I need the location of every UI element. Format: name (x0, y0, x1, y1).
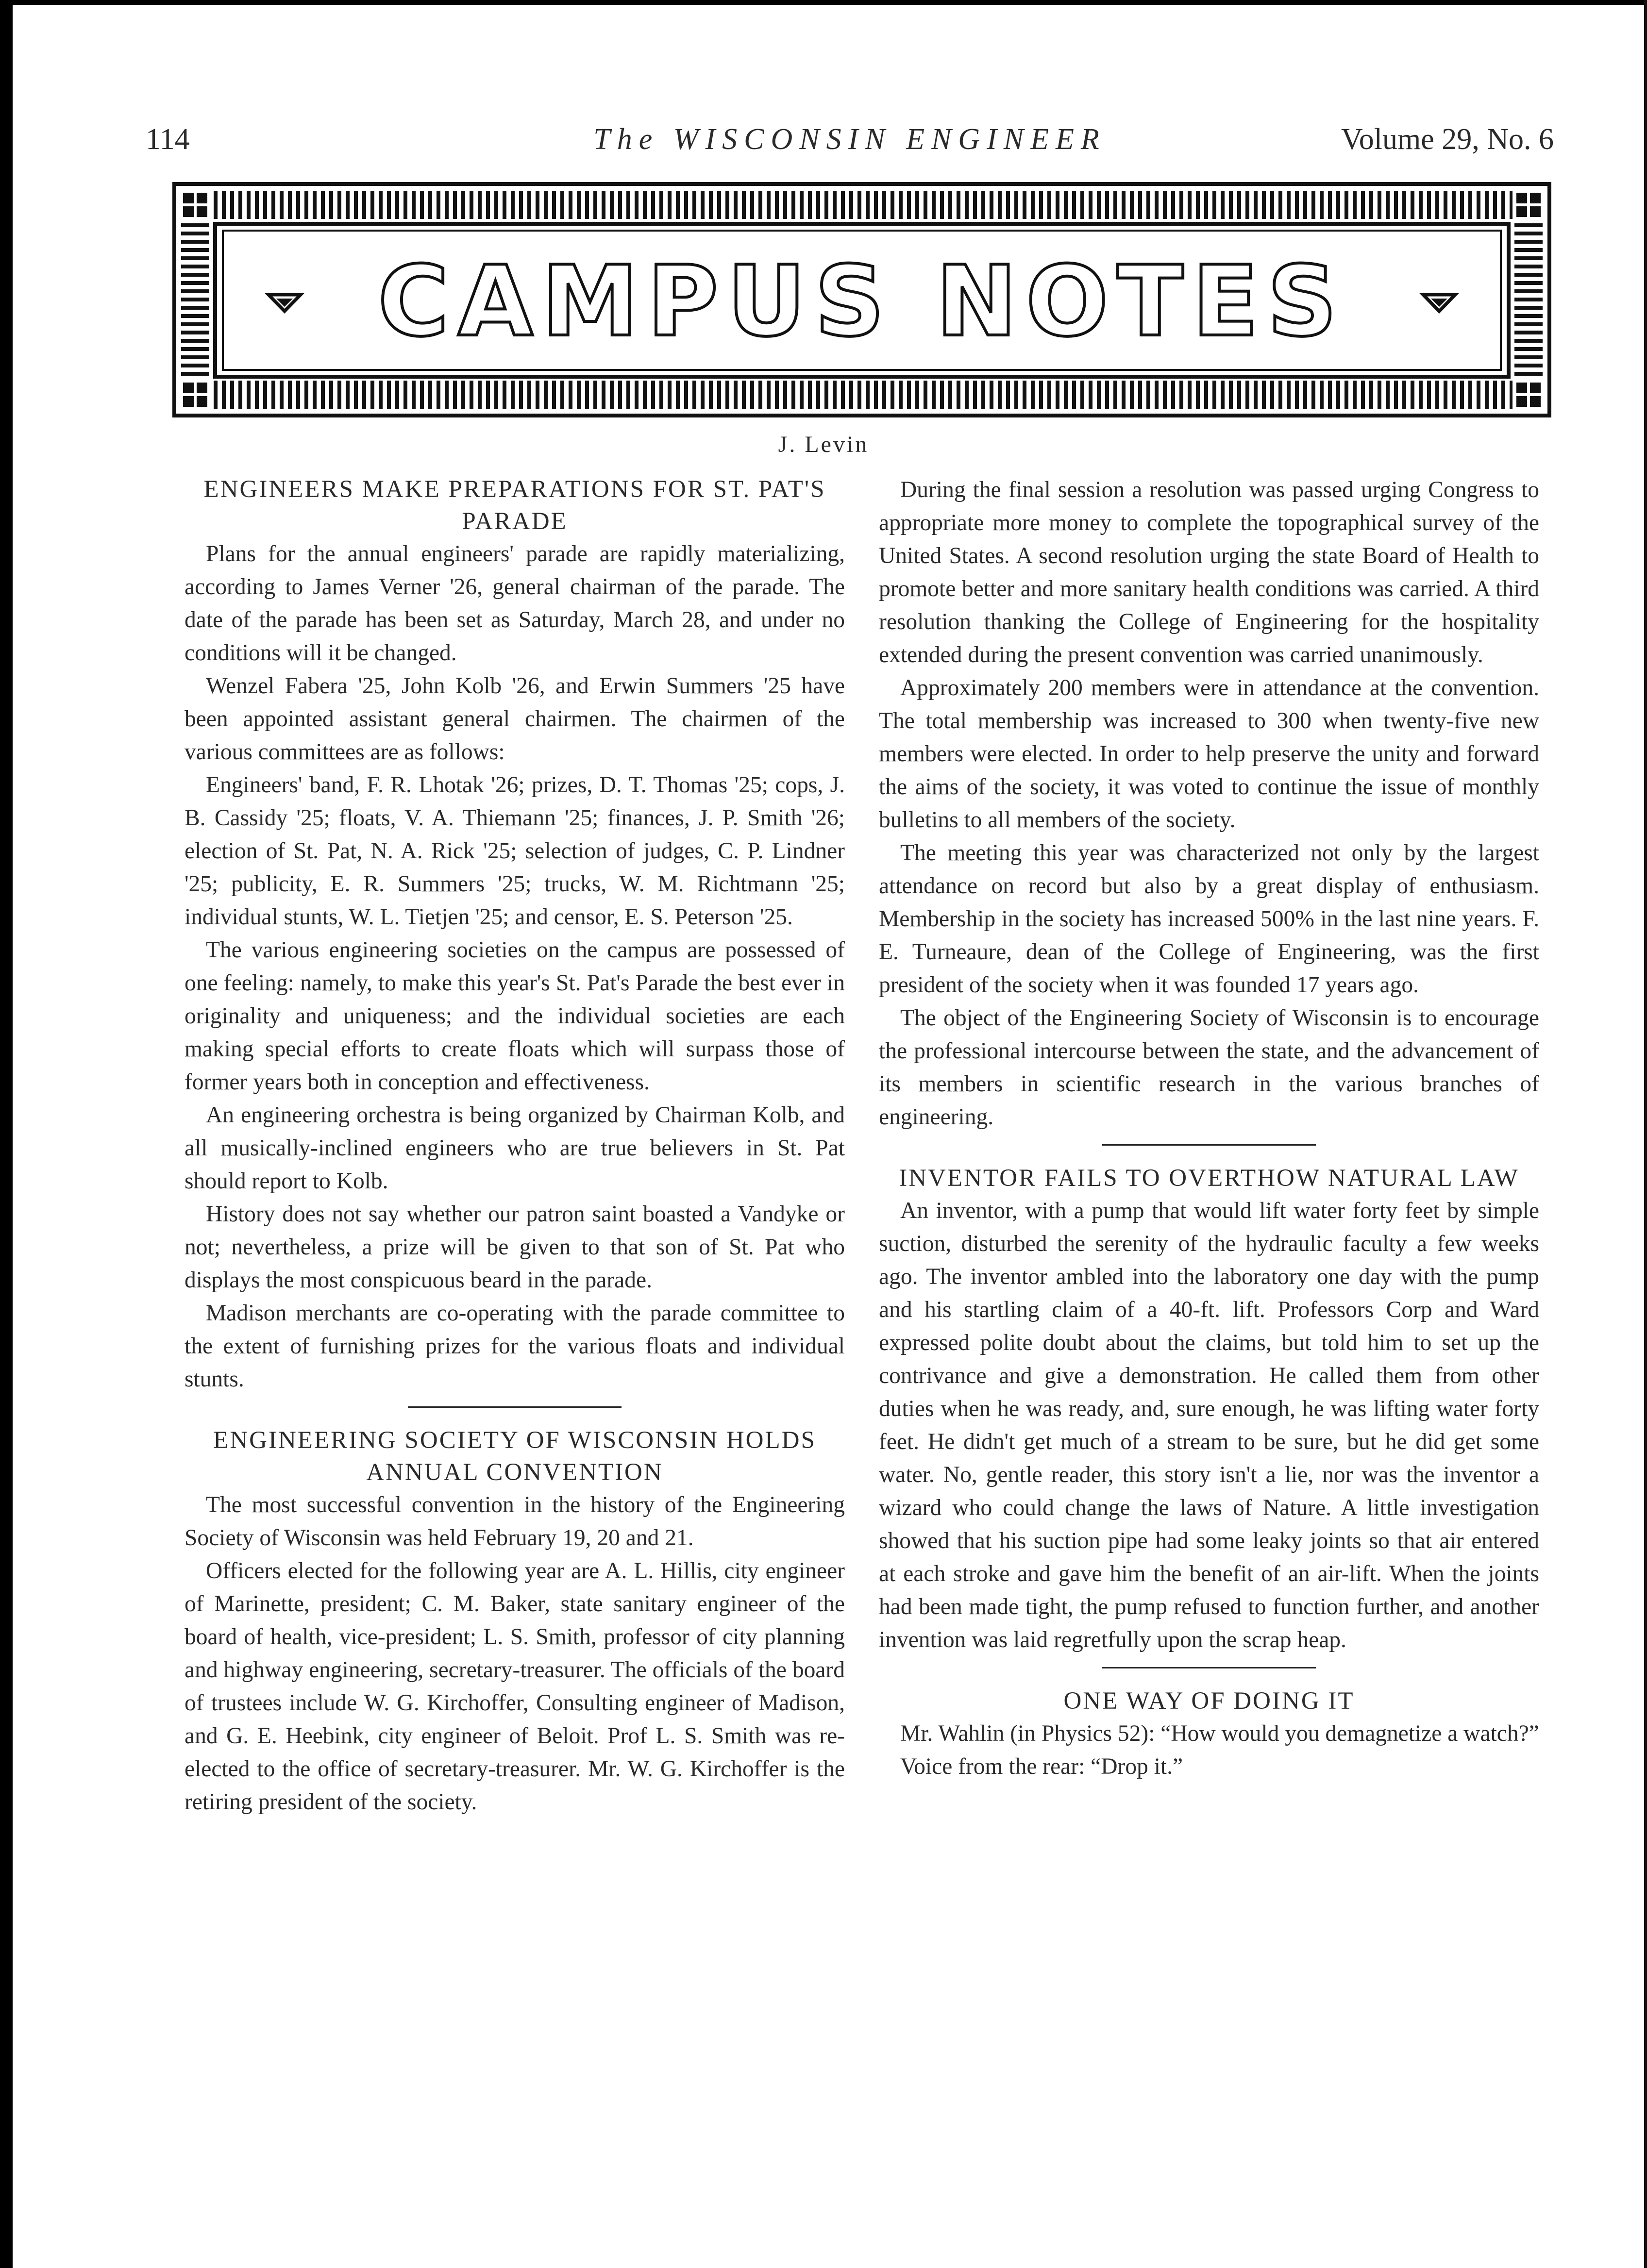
parade-paragraph: Wenzel Fabera '25, John Kolb '26, and Erwin Summers '25 have been appointed assistant general chairmen. The chairmen of the various committees are as follows: (185, 673, 845, 765)
parade-headline: ENGINEERS MAKE PREPARATIONS FOR ST. PAT'S PARADE (203, 476, 826, 535)
convention-paragraph: During the final session a resolution was passed urging Congress to appropriate more money to complete the topographical survey of the United States. A second resolution urging the state Board of Health to promote better and more sanitary health conditions was carried. A third resolution thanking the College of Engineering for the hospitality extended during the present convention was carried unanimously. (879, 477, 1539, 667)
joke-paragraph: Mr. Wahlin (in Physics 52): “How would you demagnetize a watch?” (900, 1721, 1539, 1746)
joke-paragraph: Voice from the rear: “Drop it.” (900, 1754, 1183, 1779)
convention-headline: ENGINEERING SOCIETY OF WISCONSIN HOLDS ANNUAL CONVENTION (213, 1427, 816, 1486)
page-number: 114 (146, 123, 190, 156)
inventor-headline: INVENTOR FAILS TO OVERTHOW NATURAL LAW (899, 1165, 1519, 1192)
running-header (146, 122, 1554, 166)
scan-border-left (0, 0, 13, 2268)
banner-title: CAMPUS NOTES (378, 245, 1346, 358)
campus-notes-banner (172, 182, 1551, 417)
parade-paragraph: Plans for the annual engineers' parade are rapidly materializing, according to James Verner '26, general chairman of the parade. The date of the parade has been set as Saturday, March 28, and under no conditions will it be changed. (185, 541, 845, 666)
right-column (879, 473, 1539, 1783)
parade-paragraph: Madison merchants are co-operating with the parade committee to the extent of furnishing prizes for the various floats and individual stunts. (185, 1301, 845, 1392)
joke-headline: ONE WAY OF DOING IT (1063, 1687, 1355, 1715)
ornament-right-icon (1423, 295, 1455, 311)
parade-paragraph: An engineering orchestra is being organized by Chairman Kolb, and all musically-inclined engineers who are true believers in St. Pat should report to Kolb. (185, 1102, 845, 1194)
section-divider (1102, 1144, 1316, 1146)
byline: J. Levin (778, 432, 869, 457)
volume-issue: Volume 29, No. 6 (1341, 123, 1554, 156)
convention-paragraph: The most successful convention in the history of the Engineering Society of Wisconsin was held February 19, 20 and 21. (185, 1492, 845, 1551)
left-column (185, 473, 845, 1818)
ornament-left-icon (269, 295, 301, 311)
convention-paragraph: The object of the Engineering Society of Wisconsin is to encourage the professional intercourse between the state, and the advancement of its members in scientific research in the various branches of engineering. (879, 1005, 1539, 1130)
scan-border-top (0, 0, 1647, 5)
parade-paragraph: Engineers' band, F. R. Lhotak '26; prizes, D. T. Thomas '25; cops, J. B. Cassidy '25; floats, V. A. Thiemann '25; finances, J. P. Smith '26; election of St. Pat, N. A. Rick '25; selection of judges, C. P. Lindner '25; publicity, E. R. Summers '25; trucks, W. M. Richtmann '25; individual stunts, W. L. Tietjen '25; and censor, E. S. Peterson '25. (185, 772, 845, 930)
convention-paragraph: Officers elected for the following year are A. L. Hillis, city engineer of Marinette, president; C. M. Baker, state sanitary engineer of the board of health, vice-president; L. S. Smith, professor of city planning and highway engineering, secretary-treasurer. The officials of the board of trustees include W. G. Kirchoffer, Consulting engineer of Madison, and G. E. Heebink, city engineer of Beloit. Prof L. S. Smith was re-elected to the office of secretary-treasurer. Mr. W. G. Kirchoffer is the retiring president of the society. (185, 1558, 845, 1815)
section-divider (1102, 1667, 1316, 1668)
convention-paragraph: Approximately 200 members were in attendance at the convention. The total membership was increased to 300 when twenty-five new members were elected. In order to help preserve the unity and forward the aims of the society, it was voted to continue the issue of monthly bulletins to all members of the society. (879, 675, 1539, 833)
parade-paragraph: The various engineering societies on the campus are possessed of one feeling: namely, to make this year's St. Pat's Parade the best ever in originality and uniqueness; and the individual societies are each making special efforts to create floats which will surpass those of former years both in conception and effectiveness. (185, 937, 845, 1095)
magazine-title: The WISCONSIN ENGINEER (593, 123, 1106, 156)
parade-paragraph: History does not say whether our patron saint boasted a Vandyke or not; nevertheless, a prize will be given to that son of St. Pat who displays the most conspicuous beard in the parade. (185, 1201, 845, 1293)
inventor-paragraph: An inventor, with a pump that would lift water forty feet by simple suction, disturbed the serenity of the hydraulic faculty a few weeks ago. The inventor ambled into the laboratory one day with the pump and his startling claim of a 40-ft. lift. Professors Corp and Ward expressed polite doubt about the claims, but told him to set up the contrivance and give a demonstration. He called them from other duties when he was ready, and, sure enough, he was lifting water forty feet. He didn't get much of a stream to be sure, but he did get some water. No, gentle reader, this story isn't a lie, nor was the inventor a wizard who could change the laws of Nature. A little investigation showed that his suction pipe had some leaky joints so that air entered at each stroke and gave him the benefit of an air-lift. When the joints had been made tight, the pump refused to function further, and another invention was laid regretfully upon the scrap heap. (879, 1198, 1539, 1652)
convention-paragraph: The meeting this year was characterized not only by the largest attendance on record but also by a great display of enthusiasm. Membership in the society has increased 500% in the last nine years. F. E. Turneaure, dean of the College of Engineering, was the first president of the society when it was founded 17 years ago. (879, 840, 1539, 998)
scan-border-right (1644, 0, 1647, 2268)
section-divider (408, 1406, 622, 1408)
